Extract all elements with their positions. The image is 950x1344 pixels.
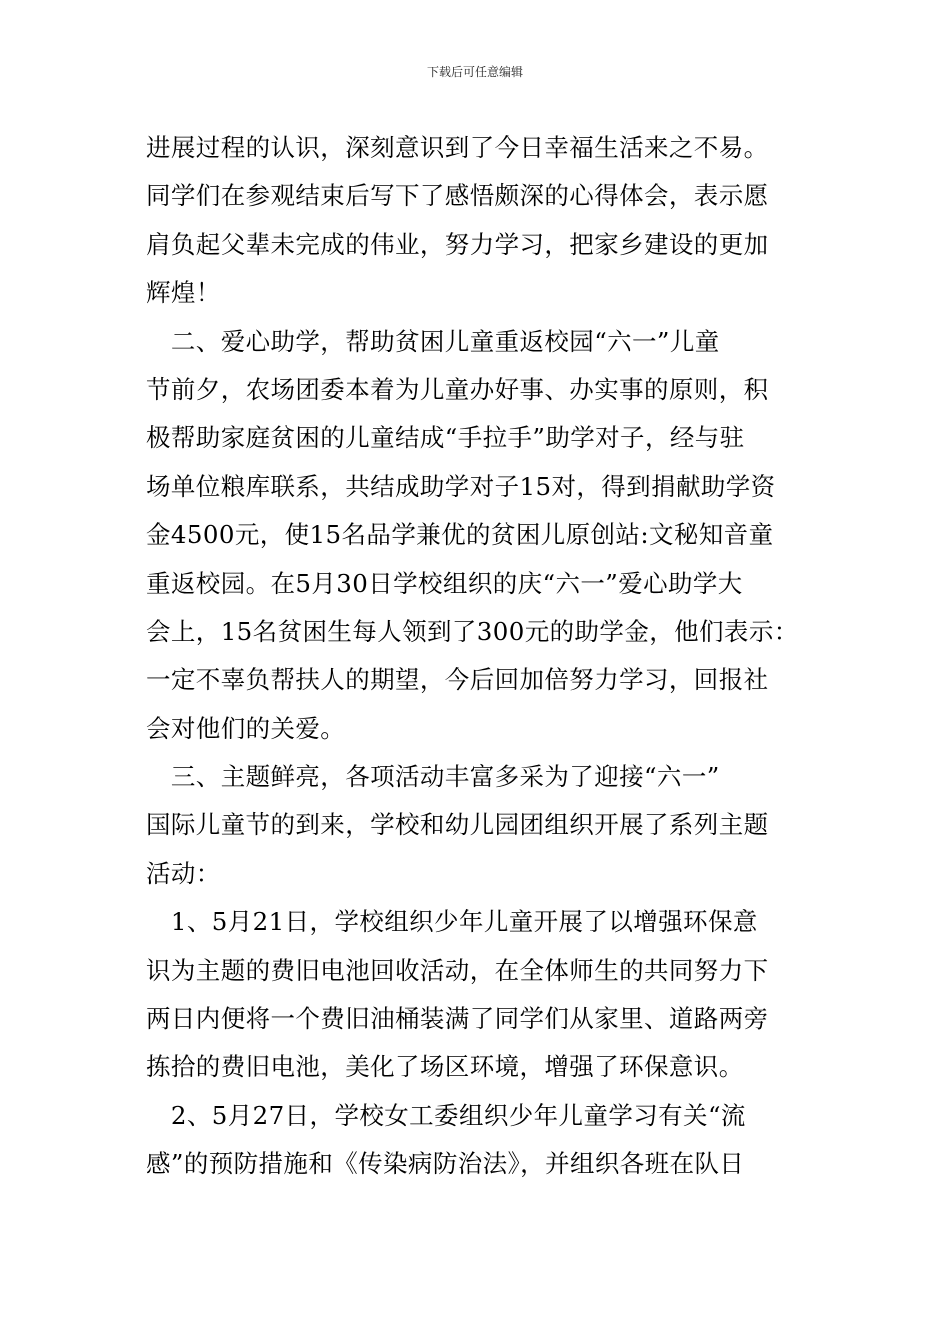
body-line: 肩负起父辈未完成的伟业，努力学习，把家乡建设的更加 — [146, 229, 769, 259]
page-header: 下载后可任意编辑 — [426, 65, 523, 79]
body-line: 辉煌！ — [146, 278, 221, 308]
body-line: 感”的预防措施和《传染病防治法》，并组织各班在队日 — [146, 1149, 745, 1179]
body-line: 场单位粮库联系，共结成助学对子15对，得到捐献助学资 — [146, 471, 776, 501]
document-body — [146, 124, 818, 1189]
body-line: 三、主题鲜亮，各项活动丰富多采为了迎接“六一” — [146, 762, 720, 792]
body-line: 会对他们的关爱。 — [146, 713, 346, 743]
body-line: 同学们在参观结束后写下了感悟颇深的心得体会，表示愿 — [146, 181, 769, 211]
body-line: 进展过程的认识，深刻意识到了今日幸福生活来之不易。 — [146, 133, 769, 162]
body-line: 重返校园。在5月30日学校组织的庆“六一”爱心助学大 — [146, 568, 743, 598]
body-line: 节前夕，农场团委本着为儿童办好事、办实事的原则，积 — [146, 374, 769, 404]
body-line: 1、5月21日，学校组织少年儿童开展了以增强环保意 — [146, 907, 758, 937]
body-line: 识为主题的费旧电池回收活动，在全体师生的共同努力下 — [146, 955, 769, 985]
body-line: 2、5月27日，学校女工委组织少年儿童学习有关“流 — [146, 1100, 746, 1130]
body-line: 两日内便将一个费旧油桶装满了同学们从家里、道路两旁 — [146, 1004, 769, 1034]
body-line: 活动： — [146, 858, 221, 888]
body-line: 会上，15名贫困生每人领到了300元的助学金，他们表示： — [146, 616, 799, 646]
body-line: 一定不辜负帮扶人的期望，今后回加倍努力学习，回报社 — [146, 665, 769, 695]
body-line: 拣拾的费旧电池，美化了场区环境，增强了环保意识。 — [146, 1052, 744, 1082]
body-line: 二、爱心助学，帮助贫困儿童重返校园“六一”儿童 — [146, 326, 720, 356]
body-line: 金4500元，使15名品学兼优的贫困儿原创站:文秘知音童 — [146, 520, 774, 550]
body-line: 极帮助家庭贫困的儿童结成“手拉手”助学对子，经与驻 — [146, 423, 745, 453]
body-line: 国际儿童节的到来，学校和幼儿园团组织开展了系列主题 — [146, 810, 769, 840]
